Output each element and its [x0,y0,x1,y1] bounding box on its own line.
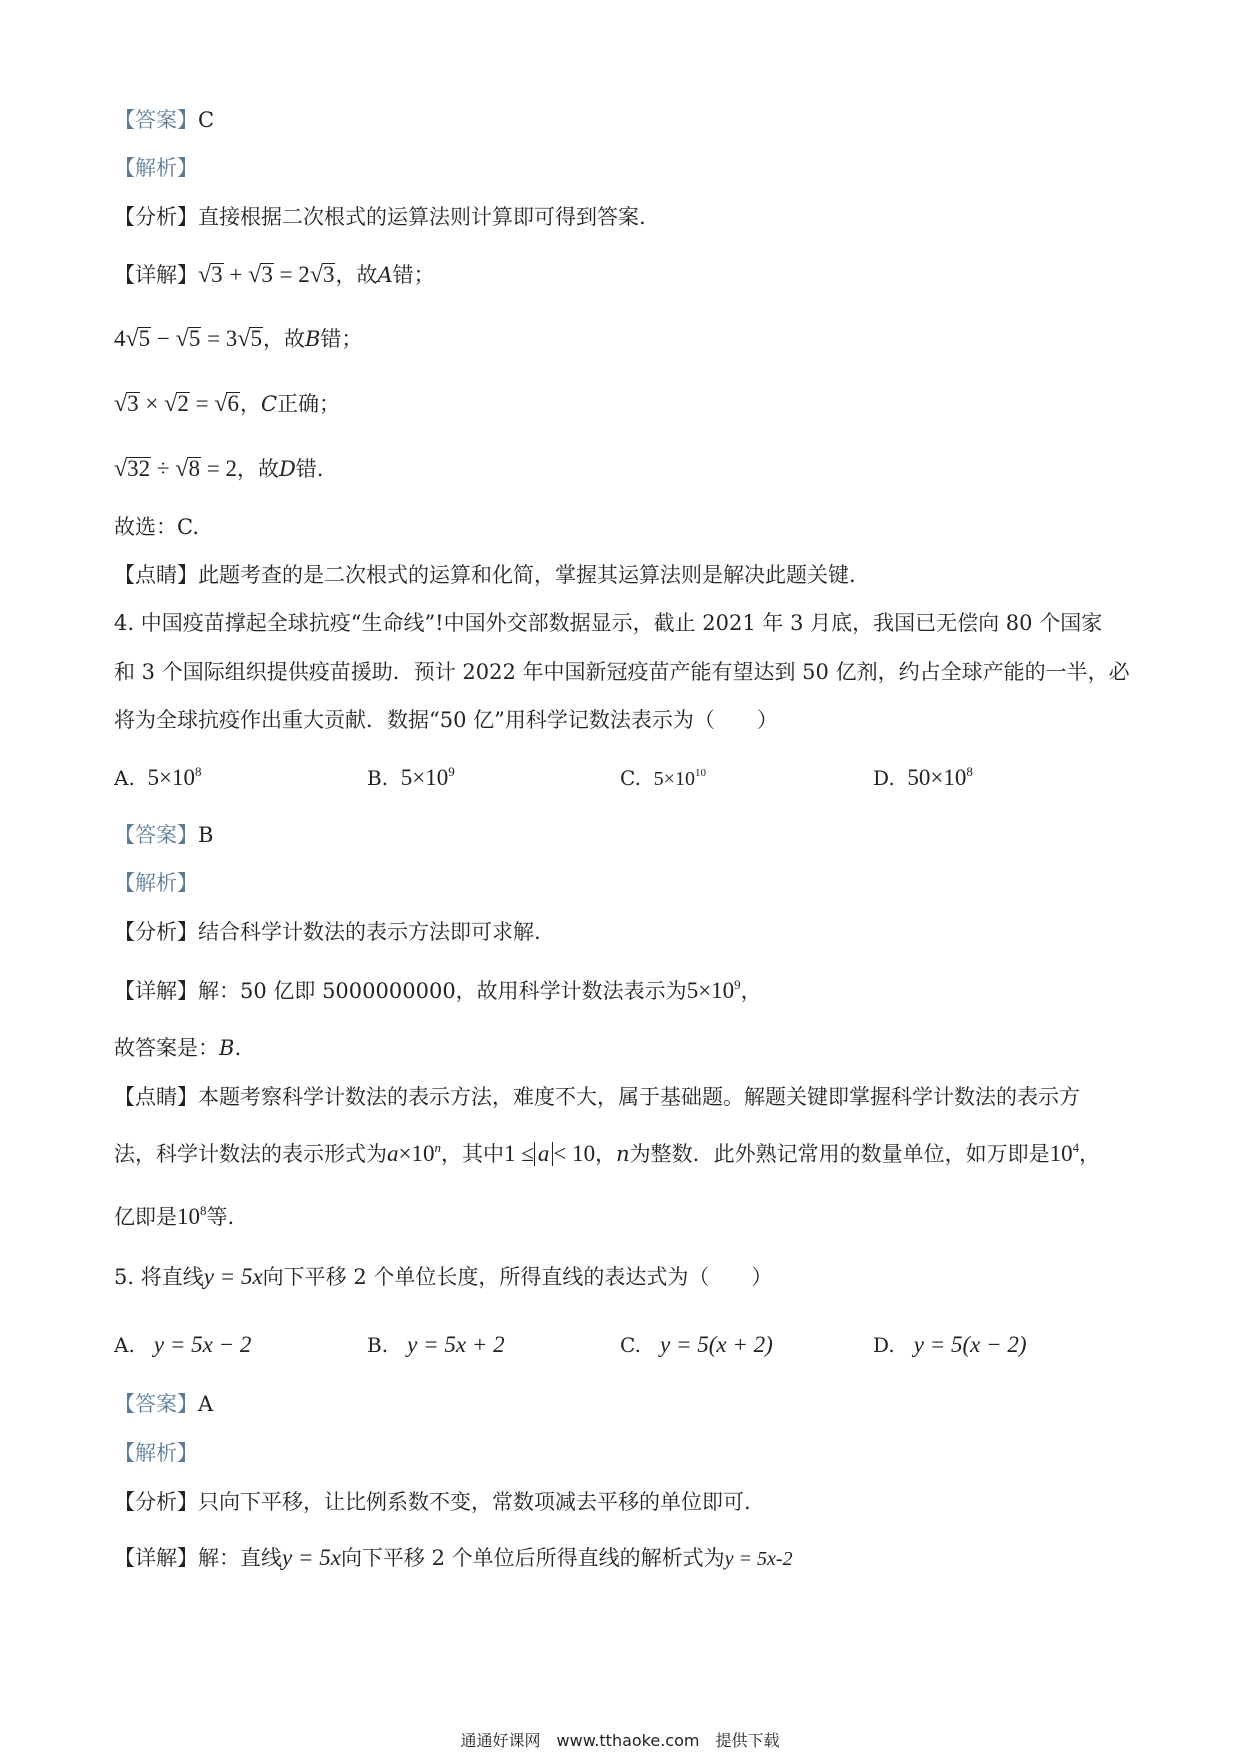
q4-fenxi-text: 结合科学计数法的表示方法即可求解. [198,920,541,944]
q4-xiangjie-line: 【详解】解：50 亿即 5000000000，故用科学计数法表示为$5\times 10^9$， [114,977,762,1003]
q3-formula-d: √32 ÷ √8 = 2 [114,456,237,482]
q5-fenxi-text: 只向下平移，让比例系数不变，常数项减去平移的单位即可. [198,1490,751,1514]
q3-formula-a: √3 + √3 = 2√3 [198,262,335,288]
q4-dianjing-line-2: 法，科学计数法的表示形式为$a\times 10^n$，其中1 ≤ a < 10，n为整数．此外熟记常用的数量单位，如万即是$10^4$， [114,1140,1101,1166]
q5-analysis-line: 【解析】 [114,1441,198,1465]
analysis-label: 【解析】 [114,156,198,180]
q3-xiangjie-line-b: 4√5 − √5 = 3√5，故B错； [114,326,363,352]
q4-dianjing-line-3: 亿即是$10^8$等. [114,1203,235,1229]
q5-option-b: B. y = 5x + 2 [367,1332,505,1357]
q5-option-c: C. y = 5(x + 2) [620,1332,773,1357]
dianjing-label: 【点睛】 [114,563,198,587]
q4-option-b: B. $5\times 10^9$ [367,764,455,790]
q4-answer-line: 【答案】B [114,823,214,847]
q4-stem-line-3: 将为全球抗疫作出重大贡献．数据“50 亿”用科学记数法表示为（ ） [114,708,778,732]
fenxi-label: 【分析】 [114,205,198,229]
q3-formula-b: 4√5 − √5 = 3√5 [114,326,262,352]
q4-dianjing-line-1: 【点睛】本题考察科学计数法的表示方法，难度不大，属于基础题。解题关键即掌握科学计数法的表示方 [114,1085,1080,1109]
q3-formula-c: √3 × √2 = √6 [114,391,239,417]
q5-option-d: D. y = 5(x − 2) [873,1332,1027,1357]
footer-source: 通通好课网 www.tthaoke.com 提供下载 [460,1731,780,1750]
q5-option-a: A. y = 5x − 2 [114,1332,252,1357]
q3-xiangjie-line-a: 【详解】√3 + √3 = 2√3，故A错； [114,262,435,288]
q4-fenxi-line: 【分析】结合科学计数法的表示方法即可求解. [114,920,541,944]
q3-xiangjie-line-c: √3 × √2 = √6，C正确； [114,391,341,417]
q4-option-c: C. $5\times 10^{10}$ [620,766,706,790]
q3-fenxi-text: 直接根据二次根式的运算法则计算即可得到答案. [198,205,646,229]
xiangjie-label: 【详解】 [114,263,198,287]
q4-option-d: D. $50\times 10^8$ [873,764,973,790]
q3-conclusion: 故选：C. [114,515,199,539]
q3-dianjing-line [114,560,856,590]
answer-label: 【答案】 [114,108,198,132]
q5-fenxi-line: 【分析】只向下平移，让比例系数不变，常数项减去平移的单位即可. [114,1490,751,1514]
q4-answer-value: B [198,823,214,847]
q4-analysis-line: 【解析】 [114,871,198,895]
q4-conclusion: 故答案是：B. [114,1036,242,1060]
q5-answer-value: A [198,1392,214,1416]
q4-stem-line-1: 4. 中国疫苗撑起全球抗疫“生命线”!中国外交部数据显示，截止 2021 年 3 月底，我国已无偿向 80 个国家 [114,611,1103,635]
q5-stem: 5. 将直线y = 5x向下平移 2 个单位长度，所得直线的表达式为（ ） [114,1264,773,1289]
q4-option-a: A. $5\times 10^8$ [114,764,202,790]
q4-stem-line-2: 和 3 个国际组织提供疫苗援助．预计 2022 年中国新冠疫苗产能有望达到 50 亿剂，约占全球产能的一半，必 [114,660,1130,684]
q3-answer-value: C [198,108,215,132]
q3-analysis-line [114,153,198,183]
q3-answer-line [114,105,214,135]
q5-answer-line: 【答案】A [114,1392,214,1416]
q5-xiangjie-line: 【详解】解：直线y = 5x向下平移 2 个单位后所得直线的解析式为y = 5x-2 [114,1545,793,1570]
q3-xiangjie-line-d: √32 ÷ √8 = 2，故D错. [114,456,324,482]
q3-fenxi-line [114,202,646,232]
q3-dianjing-text: 此题考查的是二次根式的运算和化简，掌握其运算法则是解决此题关键. [198,563,856,587]
